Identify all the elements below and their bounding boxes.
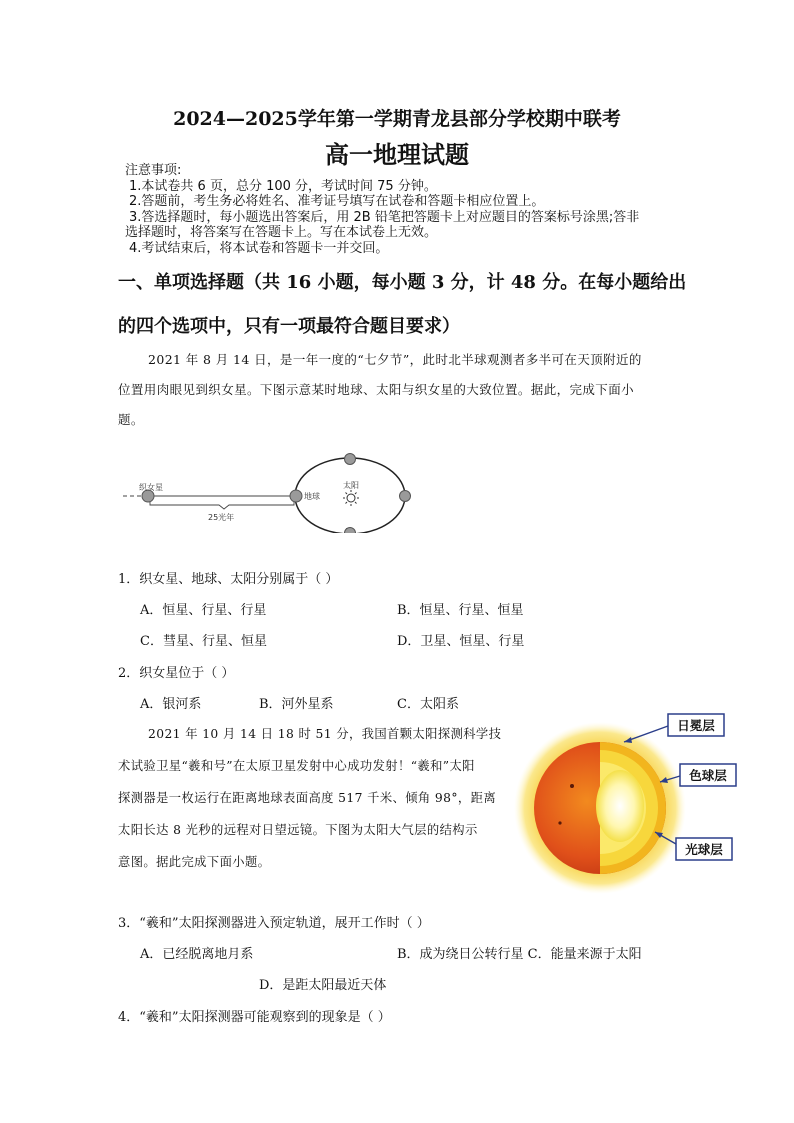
sun-icon <box>343 490 359 506</box>
exam-subject: 高一地理试题 <box>325 140 469 169</box>
svg-text:光球层: 光球层 <box>685 842 723 857</box>
passage2-line: 探测器是一枚运行在距离地球表面高度 517 千米、倾角 98°，距离 <box>118 791 497 805</box>
notice-block <box>125 163 685 256</box>
q3-option-b-c: B．成为绕日公转行星 C．能量来源于太阳 <box>397 947 642 962</box>
svg-text:色球层: 色球层 <box>689 768 727 783</box>
q1-option-c: C．彗星、行星、恒星 <box>140 634 267 649</box>
passage1-line: 2021 年 8 月 14 日，是一年一度的“七夕节”，此时北半球观测者多半可在天顶附近的 <box>148 352 642 367</box>
passage2-line: 2021 年 10 月 14 日 18 时 51 分，我国首颗太阳探测科学技 <box>148 727 502 741</box>
question-2-stem: 2．织女星位于（ ） <box>118 666 235 681</box>
figure-sun-atmosphere <box>512 708 748 898</box>
label-corona <box>668 714 724 736</box>
notice-heading: 注意事项: <box>125 163 182 178</box>
distance-label: 25光年 <box>208 513 235 522</box>
passage2-line: 太阳长达 8 光秒的远程对日望远镜。下图为太阳大气层的结构示 <box>118 823 478 837</box>
vega-label: 织女星 <box>139 483 163 492</box>
notice-item: 选择题时，将答案写在答题卡上。写在本试卷上无效。 <box>125 225 438 240</box>
passage2-line: 意图。据此完成下面小题。 <box>118 855 271 869</box>
passage1-line: 位置用肉眼见到织女星。下图示意某时地球、太阳与织女星的大致位置。据此，完成下面小 <box>118 382 635 397</box>
sun-core <box>596 770 644 842</box>
exam-title: 2024—2025学年第一学期青龙县部分学校期中联考 <box>173 108 621 130</box>
q1-option-d: D．卫星、恒星、行星 <box>397 634 525 649</box>
q2-option-b: B．河外星系 <box>259 697 334 712</box>
q2-option-c: C．太阳系 <box>397 697 459 712</box>
label-photosphere <box>676 838 732 860</box>
svg-text:日冕层: 日冕层 <box>677 718 715 733</box>
label-chromosphere <box>680 764 736 786</box>
earth-dot <box>290 490 302 502</box>
notice-item: 2.答题前，考生务必将姓名、准考证号填写在试卷和答题卡相应位置上。 <box>129 194 545 209</box>
q3-option-a: A．已经脱离地月系 <box>140 947 254 962</box>
q2-option-a: A．银河系 <box>140 697 202 712</box>
passage1-line: 题。 <box>118 412 144 427</box>
notice-item: 1.本试卷共 6 页，总分 100 分，考试时间 75 分钟。 <box>129 178 437 194</box>
notice-item: 3.答选择题时，每小题选出答案后，用 2B 铅笔把答题卡上对应题目的答案标号涂黑;答非 <box>129 209 640 225</box>
section-heading-line2: 的四个选项中，只有一项最符合题目要求） <box>118 316 460 337</box>
question-3-stem: 3．“羲和”太阳探测器进入预定轨道，展开工作时（ ） <box>118 916 430 931</box>
notice-item: 4.考试结束后，将本试卷和答题卡一并交回。 <box>129 240 389 256</box>
q1-option-a: A．恒星、行星、行星 <box>140 603 267 618</box>
section-heading-line1: 一、单项选择题（共 16 小题，每小题 3 分，计 48 分。在每小题给出 <box>118 272 687 293</box>
sun-label: 太阳 <box>343 481 359 490</box>
earth-label: 地球 <box>304 492 320 501</box>
passage2-line: 术试验卫星“羲和号”在太原卫星发射中心成功发射！“羲和”太阳 <box>118 759 475 773</box>
question-4-stem: 4．“羲和”太阳探测器可能观察到的现象是（ ） <box>118 1010 391 1025</box>
q3-option-d: D．是距太阳最近天体 <box>259 978 387 993</box>
question-1-stem: 1．织女星、地球、太阳分别属于（ ） <box>118 572 339 587</box>
q1-option-b: B．恒星、行星、恒星 <box>397 603 524 618</box>
figure-earth-sun-vega <box>118 448 418 533</box>
